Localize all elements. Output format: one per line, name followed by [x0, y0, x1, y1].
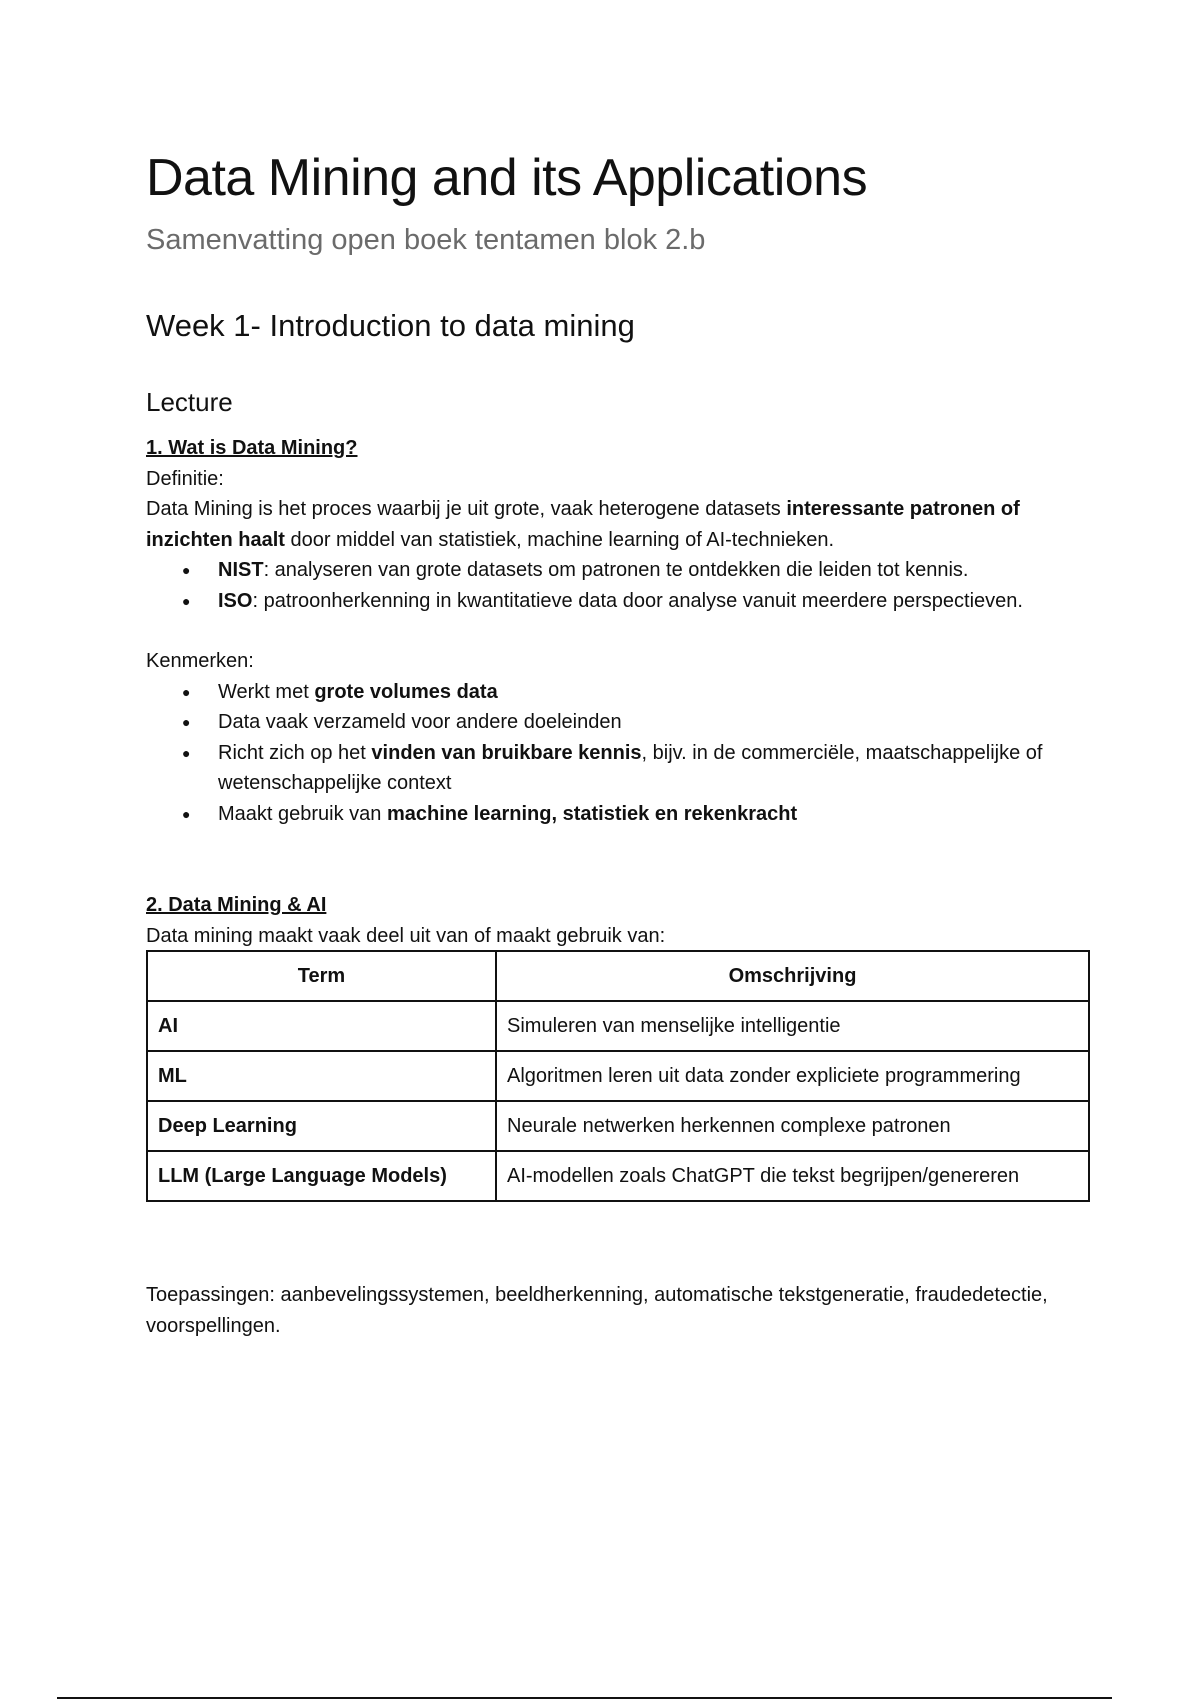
definition-label: Definitie: — [146, 467, 224, 490]
list-item — [146, 586, 1091, 617]
list-item — [146, 555, 1091, 586]
list-item — [146, 707, 1091, 738]
definition-term: NIST — [218, 559, 264, 581]
description-cell: Algoritmen leren uit data zonder expliciete programmering — [496, 1051, 1089, 1101]
table-row — [147, 1001, 1089, 1051]
list-item — [146, 799, 1091, 830]
section-2-heading: 2. Data Mining & AI — [146, 894, 327, 916]
features-list — [146, 677, 1091, 830]
table-header-row — [147, 951, 1089, 1001]
footer-divider — [57, 1697, 1112, 1699]
term-cell: ML — [147, 1051, 496, 1101]
features-label: Kenmerken: — [146, 650, 254, 672]
feature-text-bold: vinden van bruikbare kennis — [371, 741, 642, 764]
table-row — [147, 1101, 1089, 1151]
feature-text-pre: Maakt gebruik van — [218, 802, 387, 825]
definition-term: ISO — [218, 589, 253, 612]
definition-paragraph — [146, 494, 1091, 555]
feature-text-pre: Werkt met — [218, 680, 315, 703]
term-cell: LLM (Large Language Models) — [147, 1151, 496, 1201]
term-cell: Deep Learning — [147, 1101, 496, 1151]
document-subtitle: Samenvatting open boek tentamen blok 2.b — [146, 224, 706, 256]
definition-text-pre: Data Mining is het proces waarbij je uit grote, vaak heterogene datasets — [146, 498, 787, 520]
term-cell: AI — [147, 1001, 496, 1051]
terms-table — [146, 950, 1090, 1202]
list-item — [146, 677, 1091, 708]
feature-text-bold: machine learning, statistiek en rekenkracht — [386, 802, 798, 825]
table-row — [147, 1151, 1089, 1201]
feature-text-pre: Richt zich op het — [218, 741, 372, 764]
column-header-description: Omschrijving — [496, 951, 1089, 1001]
section-2-intro: Data mining maakt vaak deel uit van of maakt gebruik van: — [146, 924, 666, 947]
table-row — [147, 1051, 1089, 1101]
definition-text-post: door middel van statistiek, machine learning of AI-technieken. — [284, 528, 835, 551]
description-cell: Simuleren van menselijke intelligentie — [496, 1001, 1089, 1051]
section-1-heading: 1. Wat is Data Mining? — [146, 437, 358, 459]
description-cell: Neurale netwerken herkennen complexe patronen — [496, 1101, 1089, 1151]
section-2-header — [146, 890, 1091, 951]
definition-text-bold: interessante patronen of inzichten haalt — [146, 498, 1020, 551]
feature-text-bold: grote volumes data — [314, 680, 498, 703]
section-1 — [146, 433, 1091, 829]
applications-paragraph: Toepassingen: aanbevelingssystemen, beeldherkenning, automatische tekstgeneratie, fraudedetectie, voorspellingen. — [146, 1284, 1048, 1337]
lecture-heading: Lecture — [146, 387, 233, 417]
feature-text-pre: Data vaak verzameld voor andere doeleinden — [218, 711, 622, 733]
definition-text: : analyseren van grote datasets om patronen te ontdekken die leiden tot kennis. — [263, 559, 969, 581]
document-title: Data Mining and its Applications — [146, 149, 868, 207]
column-header-term: Term — [147, 951, 496, 1001]
list-item — [146, 738, 1091, 799]
week-heading: Week 1- Introduction to data mining — [146, 308, 635, 343]
feature-text-post: , bijv. in de commerciële, maatschappelijke of wetenschappelijke context — [218, 741, 1043, 794]
description-cell: AI-modellen zoals ChatGPT die tekst begrijpen/genereren — [496, 1151, 1089, 1201]
definition-text: : patroonherkenning in kwantitatieve data door analyse vanuit meerdere perspectieven. — [252, 589, 1023, 612]
definitions-list — [146, 555, 1091, 616]
